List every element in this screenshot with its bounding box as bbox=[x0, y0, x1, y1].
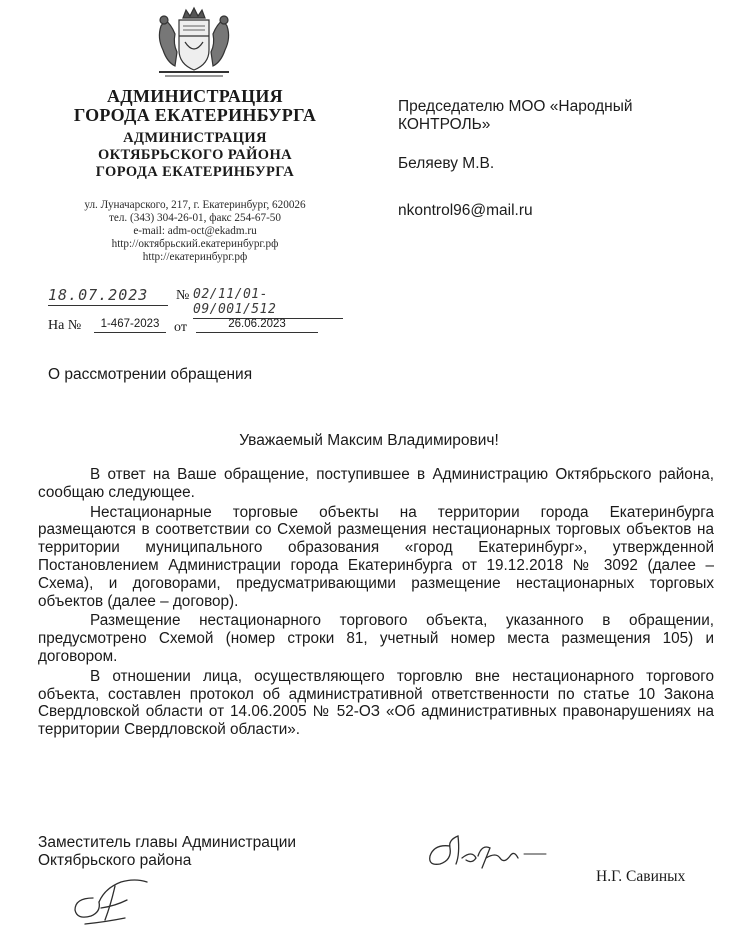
letterhead-contacts bbox=[40, 199, 350, 264]
signer-name: Н.Г. Савиных bbox=[596, 868, 686, 885]
letterhead-district bbox=[40, 130, 350, 181]
contact-email: e-mail: adm-oct@ekadm.ru bbox=[133, 225, 257, 237]
body-paragraph-1: В ответ на Ваше обращение, поступившее в Администрацию Октябрьского района, сообщаю следующее. bbox=[38, 466, 714, 501]
addressee-name: Беляеву М.В. bbox=[398, 155, 495, 172]
letterhead-city-line2: ГОРОДА ЕКАТЕРИНБУРГА bbox=[73, 105, 317, 125]
signer-title-line1: Заместитель главы Администрации bbox=[38, 834, 297, 851]
registration-number-sign: № bbox=[176, 288, 190, 303]
body-paragraph-4: В отношении лица, осуществляющего торговлю вне нестационарного торгового объекта, составлен протокол об административной ответственности по статье 10 Закона Свердловской области от 14.06.2005 № 52-ОЗ «Об административных правонарушениях на территории Свердловской области». bbox=[38, 667, 714, 739]
body-paragraph-2: Нестационарные торговые объекты на территории города Екатеринбурга размещаются в соответствии со Схемой размещения нестационарных торговых объектов на территории муниципального образования «город Екатеринбург», утвержденной Постановлением Администрации города Екатеринбурга от 19.12.2018 № 3092 (далее – Схема), и договорами, предусматривающими размещение нестационарных торговых объектов (далее – договор). bbox=[38, 503, 714, 610]
letterhead-district-line1: АДМИНИСТРАЦИЯ bbox=[123, 130, 267, 146]
handwritten-initials bbox=[65, 868, 165, 928]
handwritten-signature bbox=[420, 828, 550, 878]
registration-number: 02/11/01-09/001/512 bbox=[193, 287, 343, 319]
salutation: Уважаемый Максим Владимирович! bbox=[239, 432, 499, 449]
city-coat-of-arms-icon bbox=[153, 6, 235, 80]
signer-title bbox=[38, 834, 296, 870]
contact-site-2: http://екатеринбург.рф bbox=[142, 251, 248, 263]
contact-address: ул. Луначарского, 217, г. Екатеринбург, 620026 bbox=[84, 199, 306, 211]
registration-date: 18.07.2023 bbox=[48, 286, 168, 306]
reference-number: 1-467-2023 bbox=[94, 318, 166, 333]
letterhead-district-line3: ГОРОДА ЕКАТЕРИНБУРГА bbox=[95, 164, 295, 180]
addressee-email: nkontrol96@mail.ru bbox=[398, 202, 533, 219]
letterhead-city bbox=[40, 87, 350, 125]
in-reply-label: На № bbox=[48, 318, 82, 333]
contact-site-1: http://октябрьский.екатеринбург.рф bbox=[111, 238, 279, 250]
letterhead-district-line2: ОКТЯБРЬСКОГО РАЙОНА bbox=[97, 147, 293, 163]
from-label: от bbox=[174, 320, 187, 335]
contact-phone: тел. (343) 304-26-01, факс 254-67-50 bbox=[108, 212, 281, 224]
reference-date: 26.06.2023 bbox=[196, 318, 318, 333]
signer-title-line2: Октябрьского района bbox=[38, 852, 192, 869]
letter-body bbox=[38, 466, 714, 741]
body-paragraph-3: Размещение нестационарного торгового объекта, указанного в обращении, предусмотрено Схемой (номер строки 81, учетный номер места размещения 105) и договором. bbox=[38, 612, 714, 665]
letter-subject: О рассмотрении обращения bbox=[48, 366, 253, 383]
addressee-organization: Председателю МОО «Народный КОНТРОЛЬ» bbox=[398, 98, 633, 133]
letterhead-city-line1: АДМИНИСТРАЦИЯ bbox=[107, 86, 283, 106]
